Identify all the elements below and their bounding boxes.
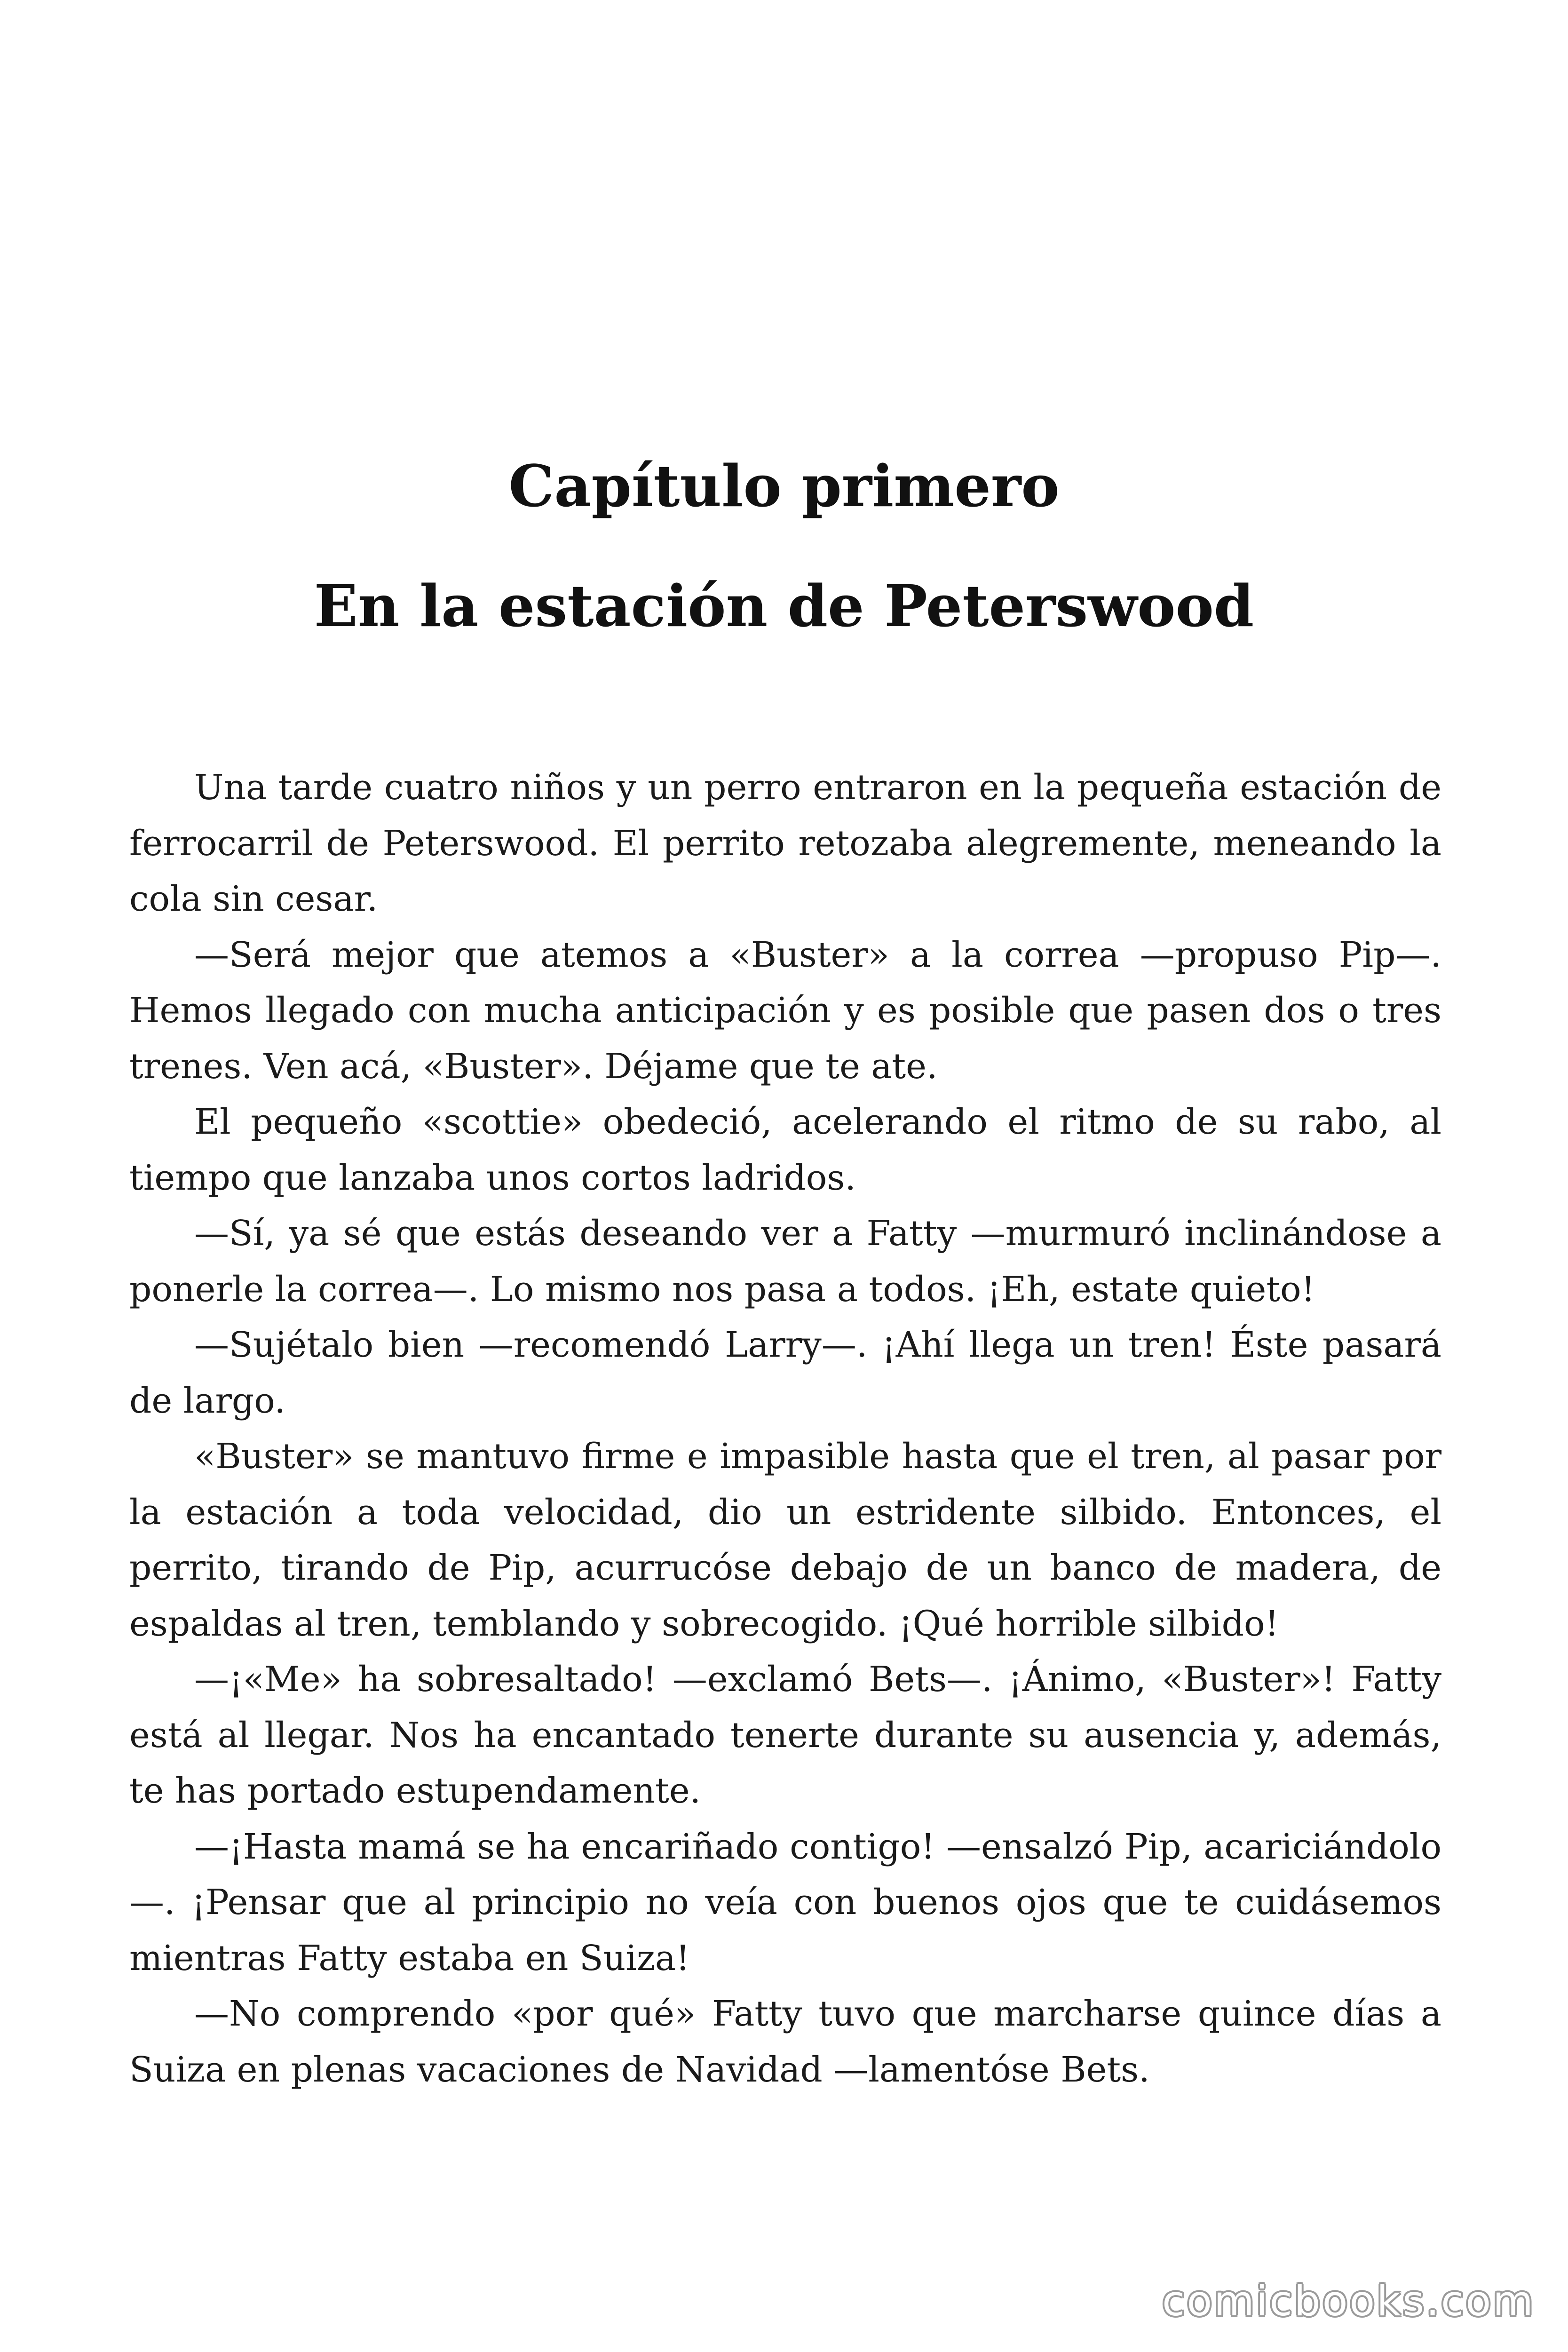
- chapter-number: Capítulo primero: [508, 452, 1060, 520]
- paragraph: —¡Hasta mamá se ha encariñado contigo! —ensalzó Pip, acariciándolo—. ¡Pensar que al principio no veía con buenos ojos que te cuidásemos mientras Fatty estaba en Suiza!: [129, 1826, 1441, 1979]
- paragraph: —No comprendo «por qué» Fatty tuvo que marcharse quince días a Suiza en plenas vacaciones de Navidad —lamentóse Bets.: [129, 1994, 1441, 2090]
- paragraph: —¡«Me» ha sobresaltado! —exclamó Bets—. ¡Ánimo, «Buster»! Fatty está al llegar. Nos ha encantado tenerte durante su ausencia y, además, te has portado estupendamente.: [129, 1659, 1441, 1811]
- paragraph: —Sí, ya sé que estás deseando ver a Fatty —murmuró inclinándose a ponerle la correa—. Lo mismo nos pasa a todos. ¡Eh, estate quieto!: [129, 1213, 1441, 1310]
- paragraph: —Será mejor que atemos a «Buster» a la correa —propuso Pip—. Hemos llegado con mucha anticipación y es posible que pasen dos o tres trenes. Ven acá, «Buster». Déjame que te ate.: [129, 934, 1441, 1087]
- paragraph: Una tarde cuatro niños y un perro entraron en la pequeña estación de ferrocarril de Peterswood. El perrito retozaba alegremente, meneando la cola sin cesar.: [129, 767, 1441, 919]
- paragraph: —Sujétalo bien —recomendó Larry—. ¡Ahí llega un tren! Éste pasará de largo.: [129, 1325, 1441, 1421]
- chapter-body: [129, 760, 1441, 2098]
- paragraph: «Buster» se mantuvo firme e impasible hasta que el tren, al pasar por la estación a toda velocidad, dio un estridente silbido. Entonces, el perrito, tirando de Pip, acurrucóse debajo de un banco de madera, de espaldas al tren, temblando y sobrecogido. ¡Qué horrible silbido!: [129, 1436, 1441, 1644]
- site-watermark: comicbooks.com: [1162, 2277, 1535, 2325]
- chapter-title: En la estación de Peterswood: [314, 572, 1254, 640]
- paragraph: El pequeño «scottie» obedeció, acelerando el ritmo de su rabo, al tiempo que lanzaba unos cortos ladridos.: [129, 1102, 1441, 1198]
